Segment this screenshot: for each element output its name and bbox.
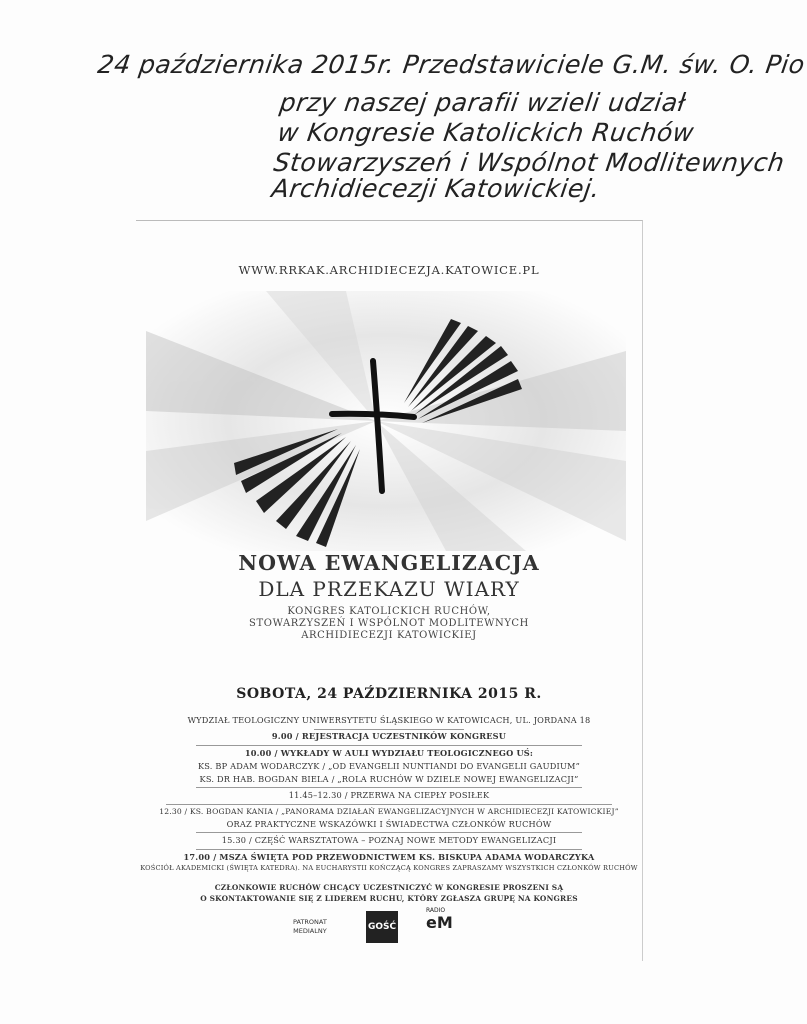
venue-line: WYDZIAŁ TEOLOGICZNY UNIWERSYTETU ŚLĄSKIEGO W KATOWICACH, UL. JORDANA 18 <box>187 715 591 725</box>
cross-rays-graphic <box>146 291 626 551</box>
divider <box>196 745 582 746</box>
program-item: 10.00 / WYKŁADY W AULI WYDZIAŁU TEOLOGICZNEGO UŚ: <box>244 748 534 758</box>
program-item: KS. DR HAB. BOGDAN BIELA / „ROLA RUCHÓW W DZIELE NOWEJ EWANGELIZACJI” <box>199 774 579 784</box>
program-item: KS. BP ADAM WODARCZYK / „OD EVANGELII NUNTIANDI DO EVANGELII GAUDIUM” <box>197 761 581 771</box>
note-line-4: Stowarzyszeń i Wspólnot Modlitewnych <box>271 148 787 177</box>
divider <box>166 804 612 805</box>
note-line-1: 24 października 2015r. Przedstawiciele G.M. św. O. Pio <box>95 50 807 79</box>
note-line-5: Archidiecezji Katowickiej. <box>269 174 603 203</box>
subtitle-line-2: STOWARZYSZEŃ I WSPÓLNOT MODLITEWNYCH <box>249 618 529 629</box>
media-patronage-label: PATRONAT MEDIALNY <box>293 918 327 935</box>
congress-poster <box>136 220 643 961</box>
divider <box>196 849 582 850</box>
program-item: 9.00 / REJESTRACJA UCZESTNIKÓW KONGRESU <box>271 731 507 741</box>
poster-subtitle <box>136 606 642 642</box>
subtitle-line-1: KONGRES KATOLICKICH RUCHÓW, <box>287 606 491 617</box>
note-line-3: w Kongresie Katolickich Ruchów <box>275 118 696 147</box>
divider <box>196 832 582 833</box>
poster-title-line-1: NOWA EWANGELIZACJA <box>238 551 540 575</box>
handwritten-note <box>0 0 807 210</box>
program-item: KOŚCIÓŁ AKADEMICKI (ŚWIĘTA KATEDRA). NA EUCHARYSTII KOŃCZĄCĄ KONGRES ZAPRASZAMY WSZYSTKICH CZŁONKÓW RUCHÓW <box>140 864 638 872</box>
program-item: 12.30 / KS. BOGDAN KANIA / „PANORAMA DZIAŁAŃ EWANGELIZACYJNYCH W ARCHIDIECEZJI KATOWICKIEJ” <box>159 807 619 816</box>
subtitle-line-3: ARCHIDIECEZJI KATOWICKIEJ <box>301 630 477 641</box>
program-item: 11.45–12.30 / PRZERWA NA CIEPŁY POSIŁEK <box>288 790 490 800</box>
poster-url: WWW.RRKAK.ARCHIDIECEZJA.KATOWICE.PL <box>238 263 540 277</box>
event-date: SOBOTA, 24 PAŹDZIERNIKA 2015 R. <box>236 686 542 702</box>
program-item: 15.30 / CZĘŚĆ WARSZTATOWA – POZNAJ NOWE METODY EWANGELIZACJI <box>221 835 557 845</box>
program-item: 17.00 / MSZA ŚWIĘTA POD PRZEWODNICTWEM KS. BISKUPA ADAMA WODARCZYKA <box>183 852 595 862</box>
program-note: CZŁONKOWIE RUCHÓW CHCĄCY UCZESTNICZYĆ W KONGRESIE PROSZENI SĄ <box>214 883 564 892</box>
note-line-2: przy naszej parafii wzieli udział <box>277 88 688 117</box>
program-note: O SKONTAKTOWANIE SIĘ Z LIDEREM RUCHU, KTÓRY ZGŁASZA GRUPĘ NA KONGRES <box>200 894 578 903</box>
program-item: ORAZ PRAKTYCZNE WSKAZÓWKI I ŚWIADECTWA CZŁONKÓW RUCHÓW <box>226 819 552 829</box>
gosc-logo: GOŚĆ <box>366 911 398 943</box>
divider <box>314 729 464 730</box>
em-logo: RADIO eM <box>426 907 453 932</box>
poster-title-line-2: DLA PRZEKAZU WIARY <box>258 577 520 601</box>
divider <box>196 787 582 788</box>
